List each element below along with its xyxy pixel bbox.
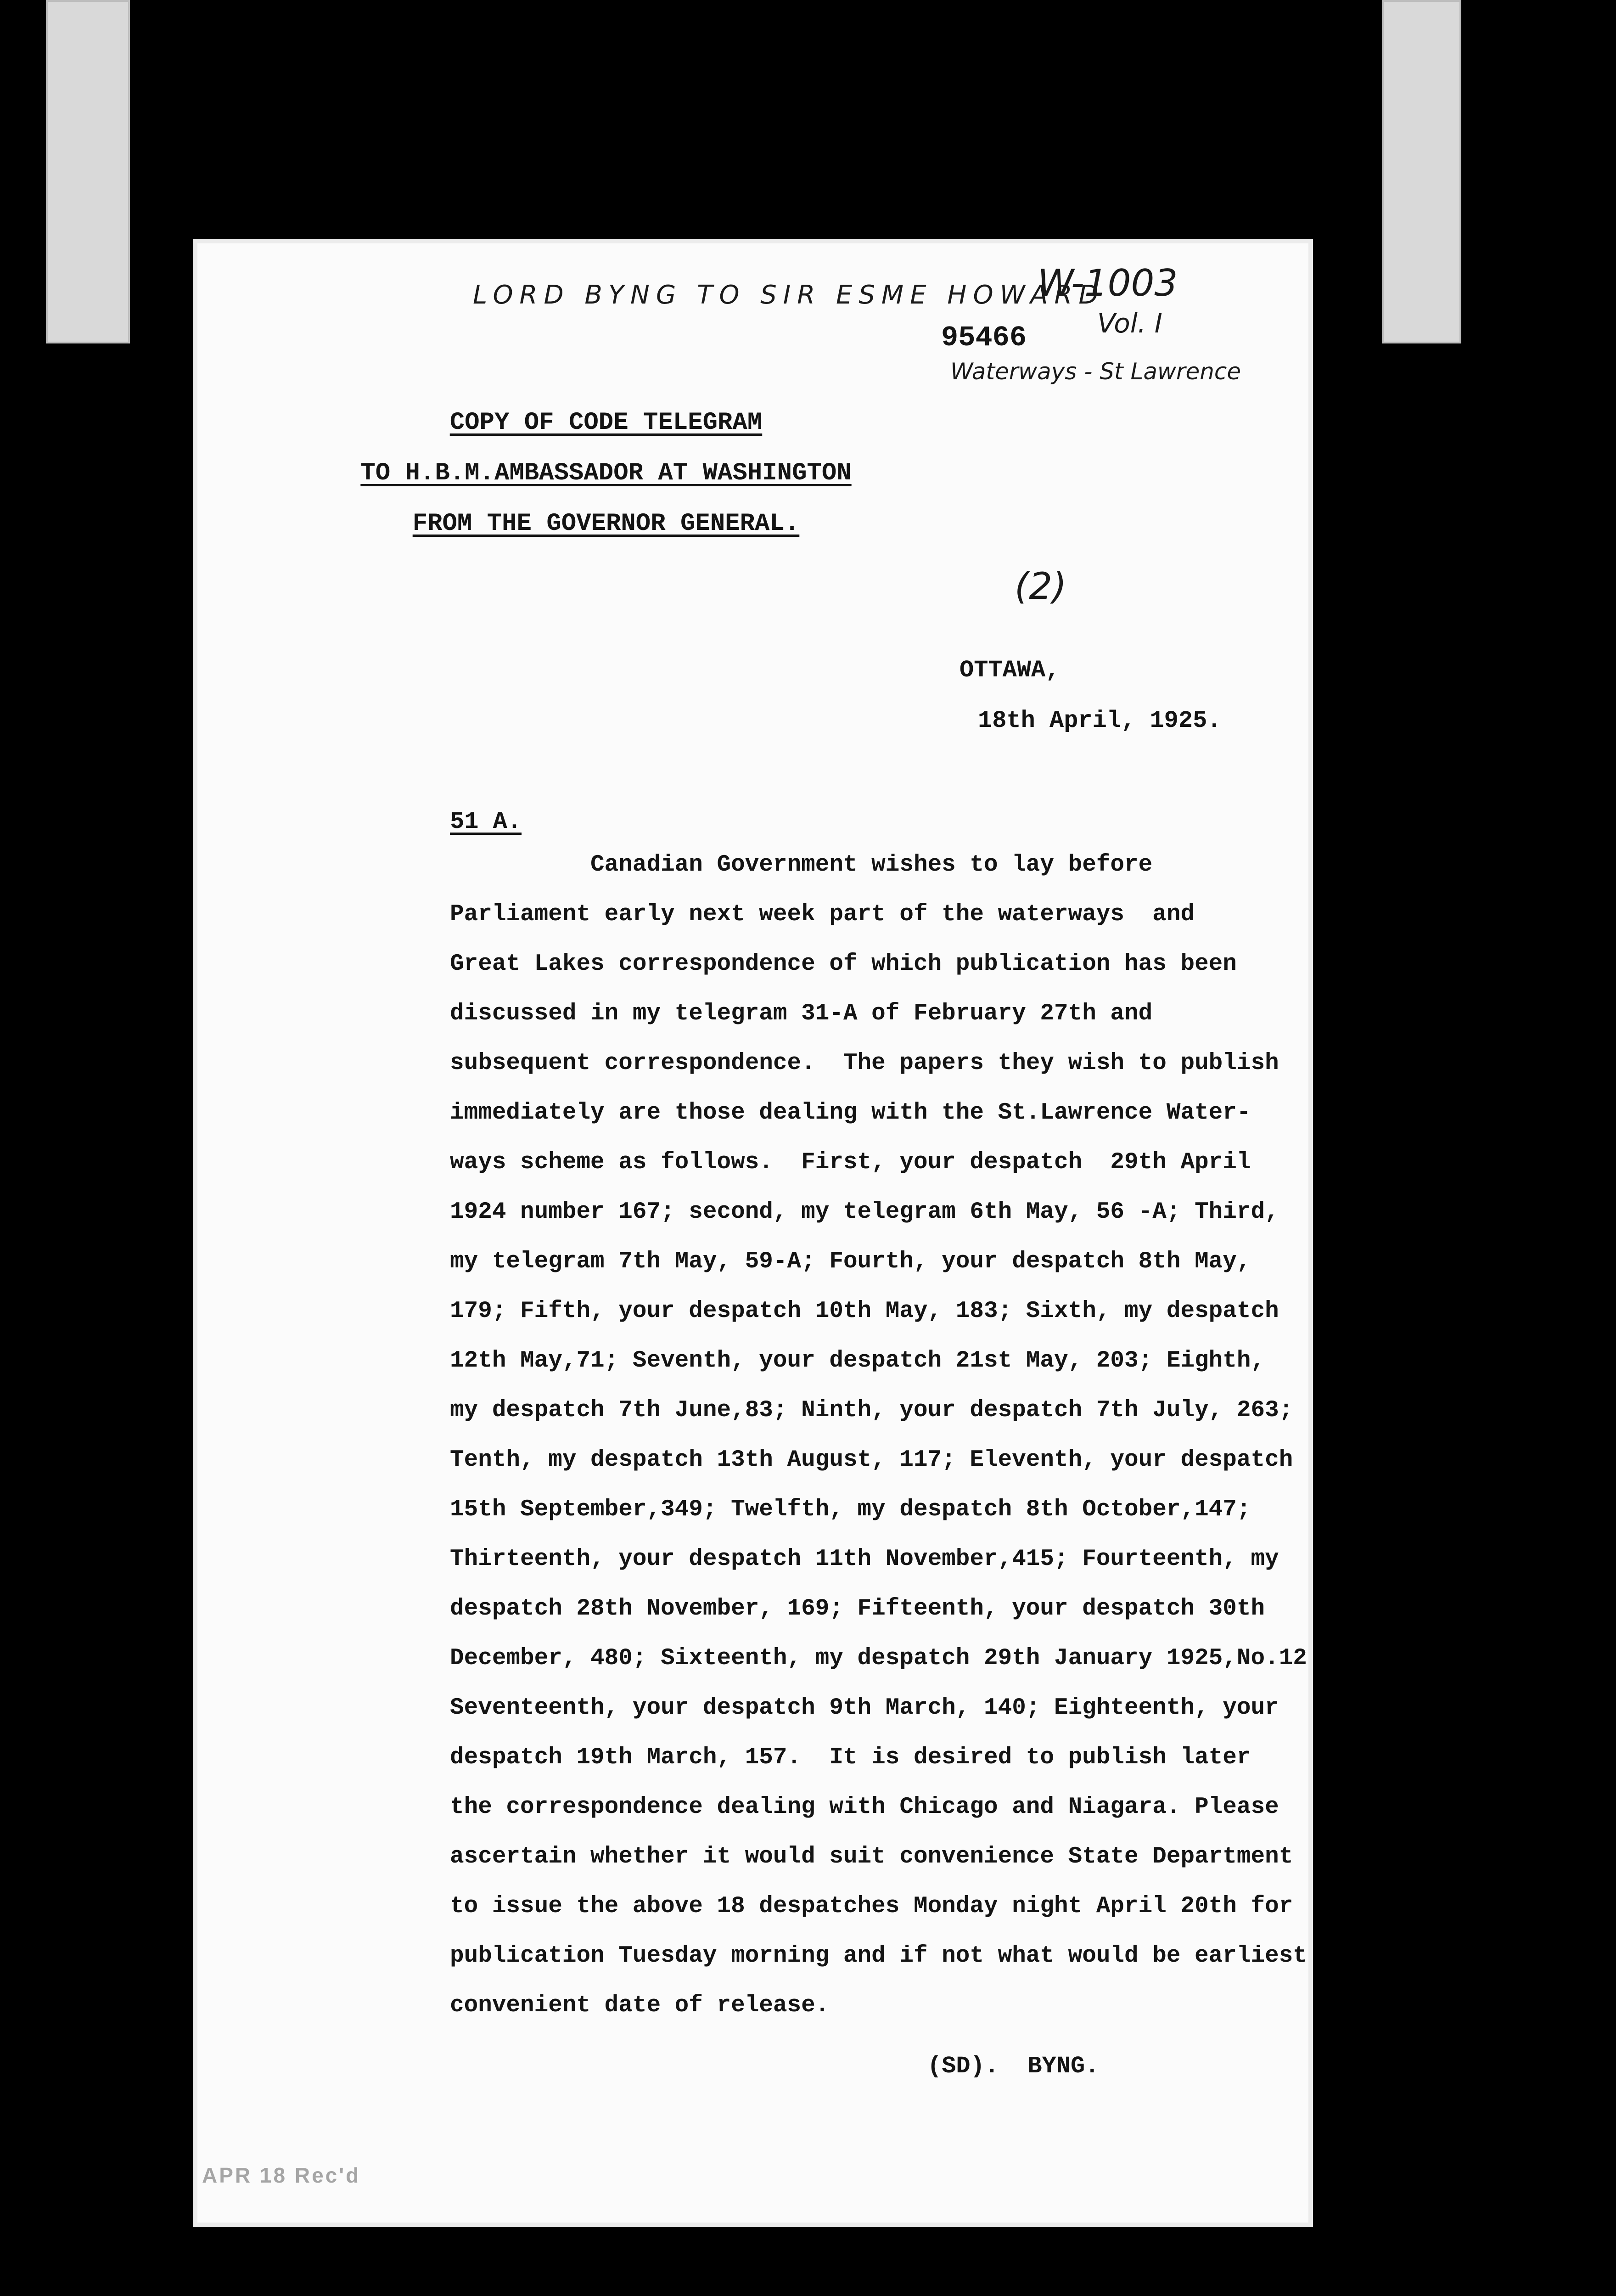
file-code: W-1003 [1038, 262, 1178, 304]
body-line: 179; Fifth, your despatch 10th May, 183; Sixth, my despatch [450, 1298, 1279, 1324]
subject-note: Waterways - St Lawrence [950, 358, 1241, 385]
body-line: 1924 number 167; second, my telegram 6th May, 56 -A; Third, [450, 1199, 1279, 1225]
body-line: subsequent correspondence. The papers they wish to publish [450, 1050, 1279, 1076]
telegram-document [193, 239, 1313, 2227]
body-line: ascertain whether it would suit convenience State Department [450, 1844, 1293, 1870]
heading-line-1: COPY OF CODE TELEGRAM [449, 409, 763, 437]
body-line: December, 480; Sixteenth, my despatch 29th January 1925,No.12 [450, 1645, 1307, 1671]
body-line: Canadian Government wishes to lay before [450, 852, 1153, 878]
body-line: Thirteenth, your despatch 11th November,415; Fourteenth, my [450, 1546, 1279, 1572]
body-line: despatch 19th March, 157. It is desired to publish later [450, 1745, 1251, 1771]
reference-number: 51 A. [450, 808, 522, 835]
tape-strip-top-right [1382, 0, 1461, 343]
body-line: Tenth, my despatch 13th August, 117; Eleventh, your despatch [450, 1447, 1293, 1473]
document-number: 95466 [941, 321, 1027, 354]
body-line: ways scheme as follows. First, your despatch 29th April [450, 1149, 1251, 1176]
body-line: 12th May,71; Seventh, your despatch 21st May, 203; Eighth, [450, 1348, 1265, 1374]
body-line: Parliament early next week part of the waterways and [450, 901, 1195, 928]
telegram-body [450, 840, 1322, 2031]
body-line: convenient date of release. [450, 1992, 830, 2019]
received-date-stamp: APR 18 Rec'd [202, 2163, 361, 2187]
body-line: Great Lakes correspondence of which publication has been [450, 951, 1237, 977]
tape-strip-top-left [46, 0, 130, 343]
body-line: to issue the above 18 despatches Monday night April 20th for [450, 1893, 1293, 1919]
signature: (SD). BYNG. [927, 2053, 1100, 2080]
body-line: despatch 28th November, 169; Fifteenth, your despatch 30th [450, 1596, 1265, 1622]
handwritten-header: LORD BYNG TO SIR ESME HOWARD [473, 280, 1105, 310]
body-line: Seventeenth, your despatch 9th March, 140; Eighteenth, your [450, 1695, 1279, 1721]
body-line: 15th September,349; Twelfth, my despatch 8th October,147; [450, 1497, 1251, 1523]
file-volume: Vol. I [1097, 308, 1162, 339]
heading-line-3: FROM THE GOVERNOR GENERAL. [412, 510, 800, 538]
page-marker: (2) [1015, 565, 1067, 608]
body-line: the correspondence dealing with Chicago and Niagara. Please [450, 1794, 1279, 1820]
body-line: my despatch 7th June,83; Ninth, your despatch 7th July, 263; [450, 1397, 1293, 1424]
body-line: publication Tuesday morning and if not what would be earliest [450, 1943, 1307, 1969]
place-line: OTTAWA, [960, 657, 1060, 684]
body-line: immediately are those dealing with the St.Lawrence Water- [450, 1100, 1251, 1126]
date-line: 18th April, 1925. [978, 707, 1222, 734]
body-line: discussed in my telegram 31-A of February 27th and [450, 1001, 1153, 1027]
body-line: my telegram 7th May, 59-A; Fourth, your despatch 8th May, [450, 1249, 1251, 1275]
heading-line-2: TO H.B.M.AMBASSADOR AT WASHINGTON [360, 459, 852, 487]
